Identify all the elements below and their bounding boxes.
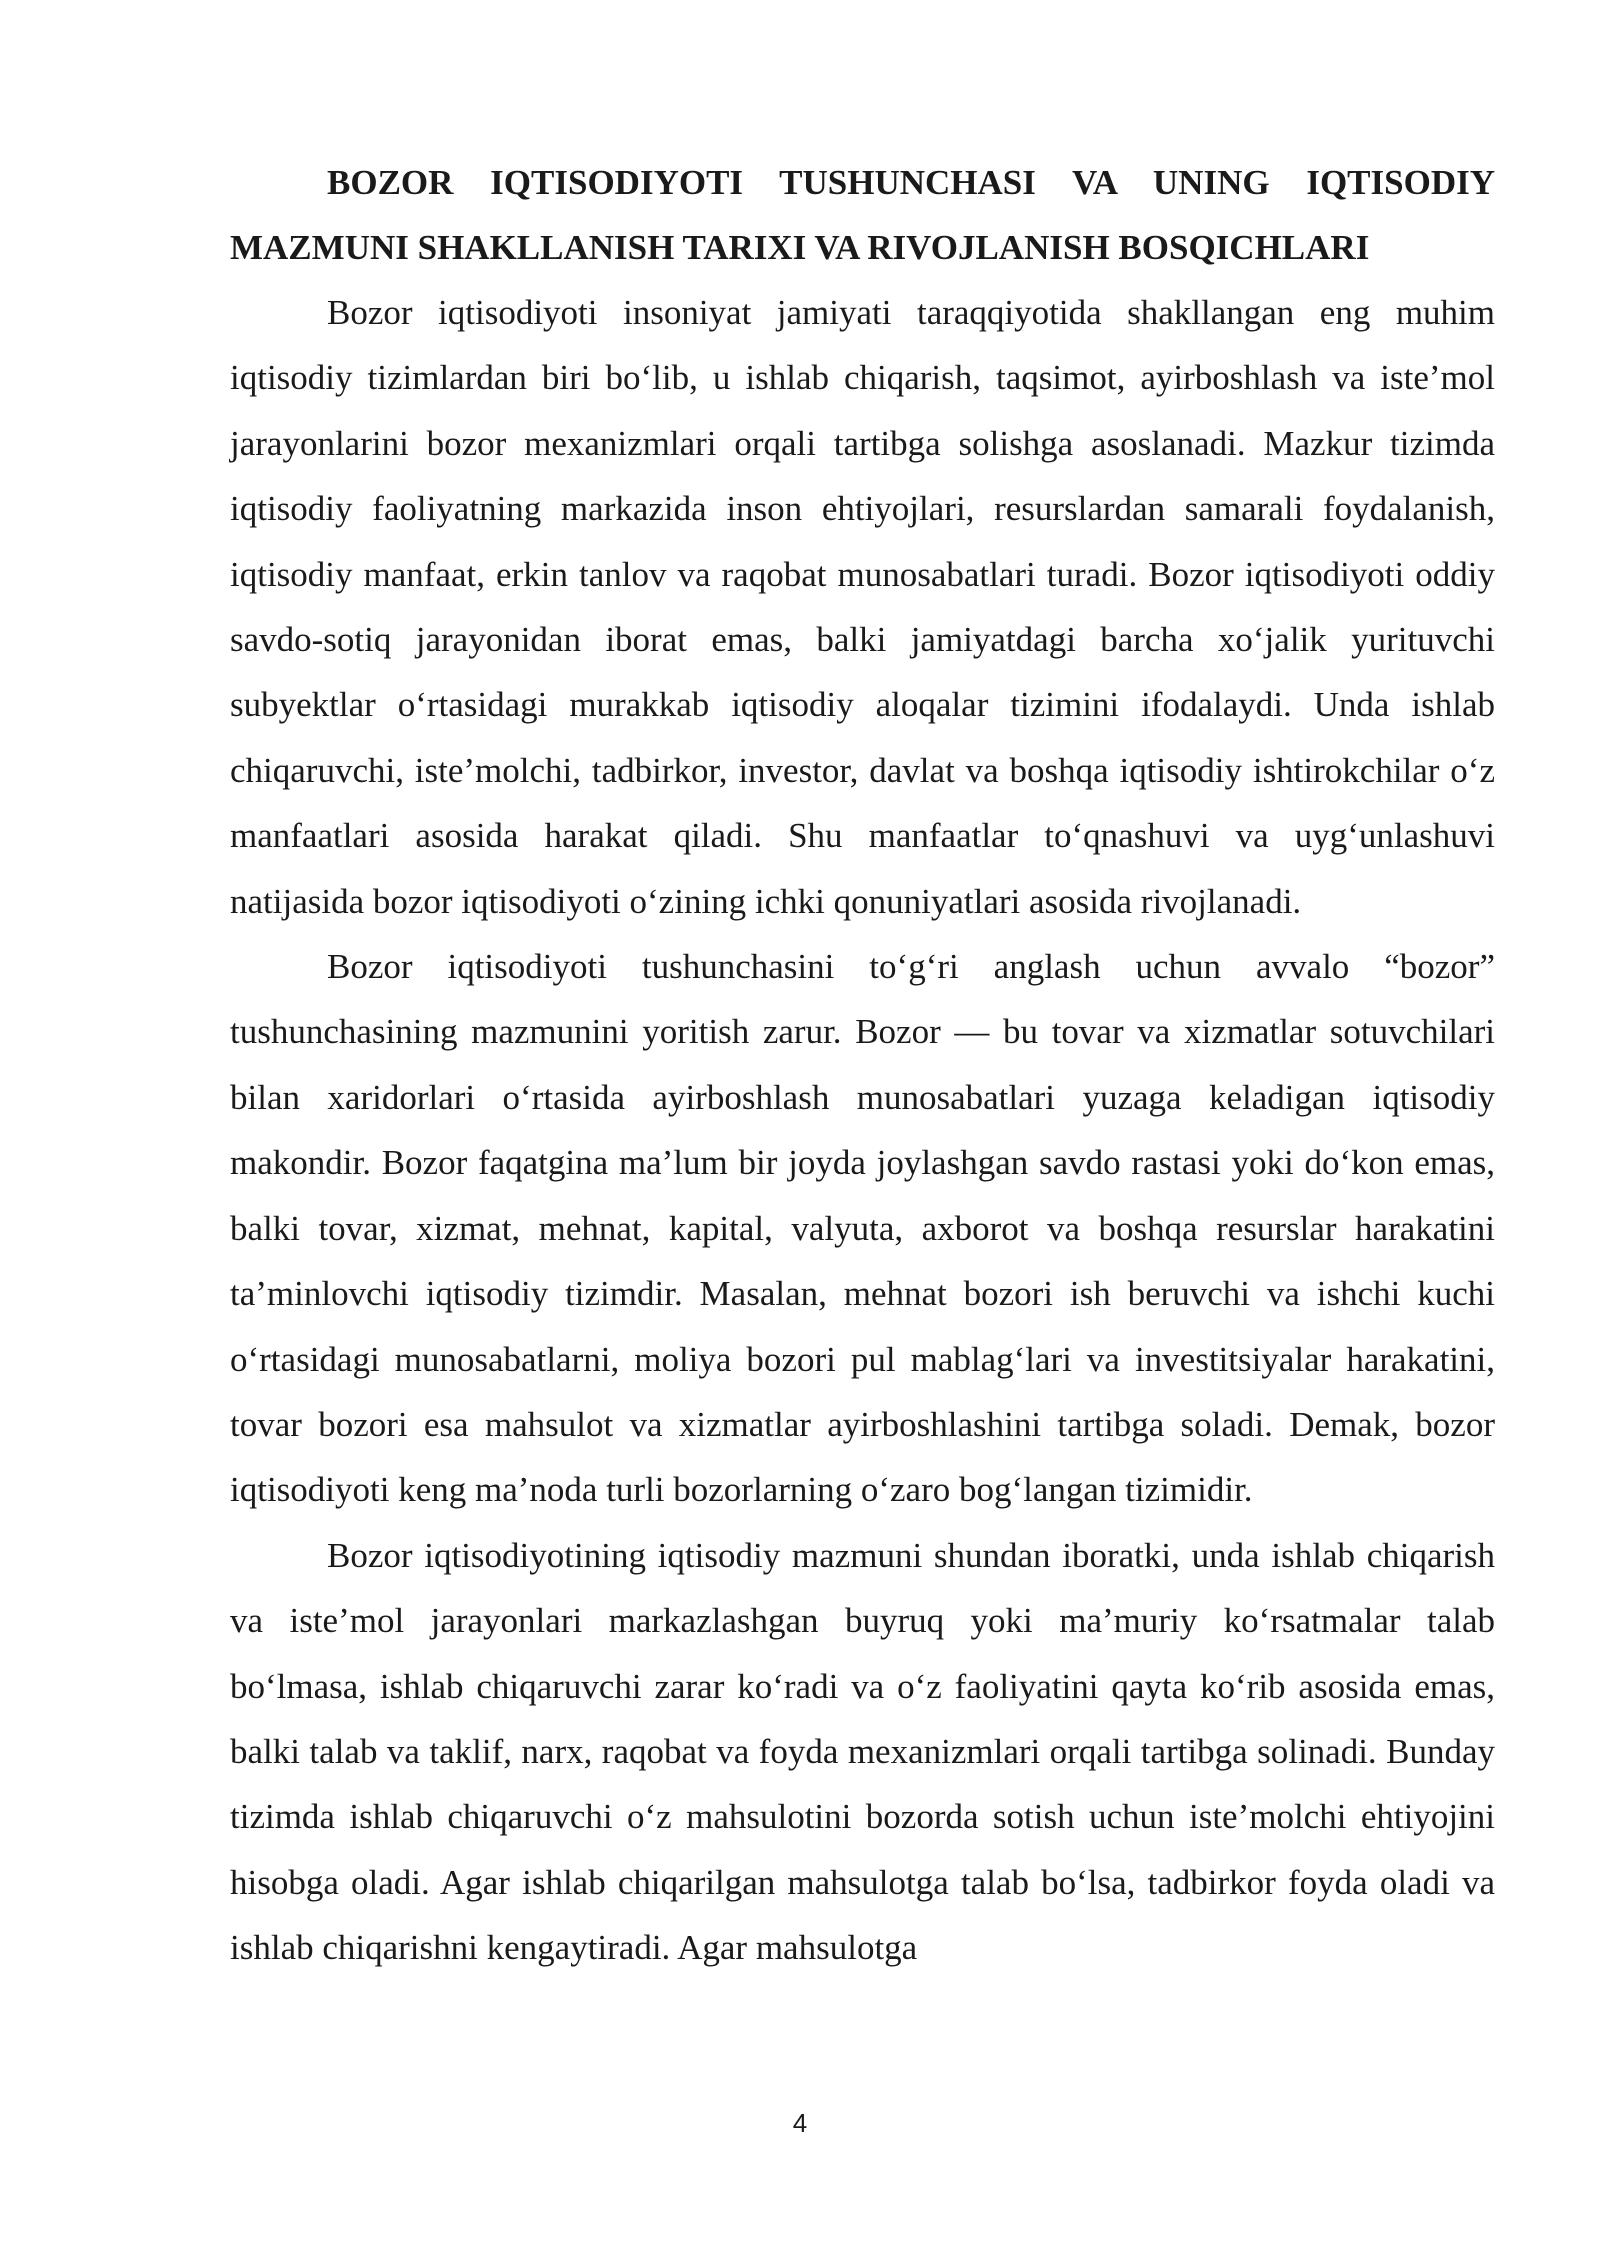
- paragraph-1: Bozor iqtisodiyoti insoniyat jamiyati taraqqiyotida shakllangan eng muhim iqtisodiy tizimlardan biri bo‘lib, u ishlab chiqarish, taqsimot, ayirboshlash va iste’mol jarayonlarini bozor mexanizmlari orqali tartibga solishga asoslanadi. Mazkur tizimda iqtisodiy faoliyatning markazida inson ehtiyojlari, resurslardan samarali foydalanish, iqtisodiy manfaat, erkin tanlov va raqobat munosabatlari turadi. Bozor iqtisodiyoti oddiy savdo-sotiq jarayonidan iborat emas, balki jamiyatdagi barcha xo‘jalik yurituvchi subyektlar o‘rtasidagi murakkab iqtisodiy aloqalar tizimini ifodalaydi. Unda ishlab chiqaruvchi, iste’molchi, tadbirkor, investor, davlat va boshqa iqtisodiy ishtirokchilar o‘z manfaatlari asosida harakat qiladi. Shu manfaatlar to‘qnashuvi va uyg‘unlashuvi natijasida bozor iqtisodiyoti o‘zining ichki qonuniyatlari asosida rivojlanadi.: [230, 293, 1495, 921]
- paragraph-2: Bozor iqtisodiyoti tushunchasini to‘g‘ri anglash uchun avvalo “bozor” tushunchasining mazmunini yoritish zarur. Bozor — bu tovar va xizmatlar sotuvchilari bilan xaridorlari o‘rtasida ayirboshlash munosabatlari yuzaga keladigan iqtisodiy makondir. Bozor faqatgina ma’lum bir joyda joylashgan savdo rastasi yoki do‘kon emas, balki tovar, xizmat, mehnat, kapital, valyuta, axborot va boshqa resurslar harakatini ta’minlovchi iqtisodiy tizimdir. Masalan, mehnat bozori ish beruvchi va ishchi kuchi o‘rtasidagi munosabatlarni, moliya bozori pul mablag‘lari va investitsiyalar harakatini, tovar bozori esa mahsulot va xizmatlar ayirboshlashini tartibga soladi. Demak, bozor iqtisodiyoti keng ma’noda turli bozorlarning o‘zaro bog‘langan tizimidir.: [230, 947, 1495, 1510]
- page-number: 4: [792, 2108, 808, 2138]
- paragraph-3: Bozor iqtisodiyotining iqtisodiy mazmuni shundan iboratki, unda ishlab chiqarish va iste’mol jarayonlari markazlashgan buyruq yoki ma’muriy ko‘rsatmalar talab bo‘lmasa, ishlab chiqaruvchi zarar ko‘radi va o‘z faoliyatini qayta ko‘rib asosida emas, balki talab va taklif, narx, raqobat va foyda mexanizmlari orqali tartibga solinadi. Bunday tizimda ishlab chiqaruvchi o‘z mahsulotini bozorda sotish uchun iste’molchi ehtiyojini hisobga oladi. Agar ishlab chiqarilgan mahsulotga talab bo‘lsa, tadbirkor foyda oladi va ishlab chiqarishni kengaytiradi. Agar mahsulotga: [230, 1535, 1495, 1968]
- document-page: [230, 150, 1495, 1981]
- document-title: BOZOR IQTISODIYOTI TUSHUNCHASI VA UNING IQTISODIY MAZMUNI SHAKLLANISH TARIXI VA RIVOJLANISH BOSQICHLARI: [230, 163, 1495, 267]
